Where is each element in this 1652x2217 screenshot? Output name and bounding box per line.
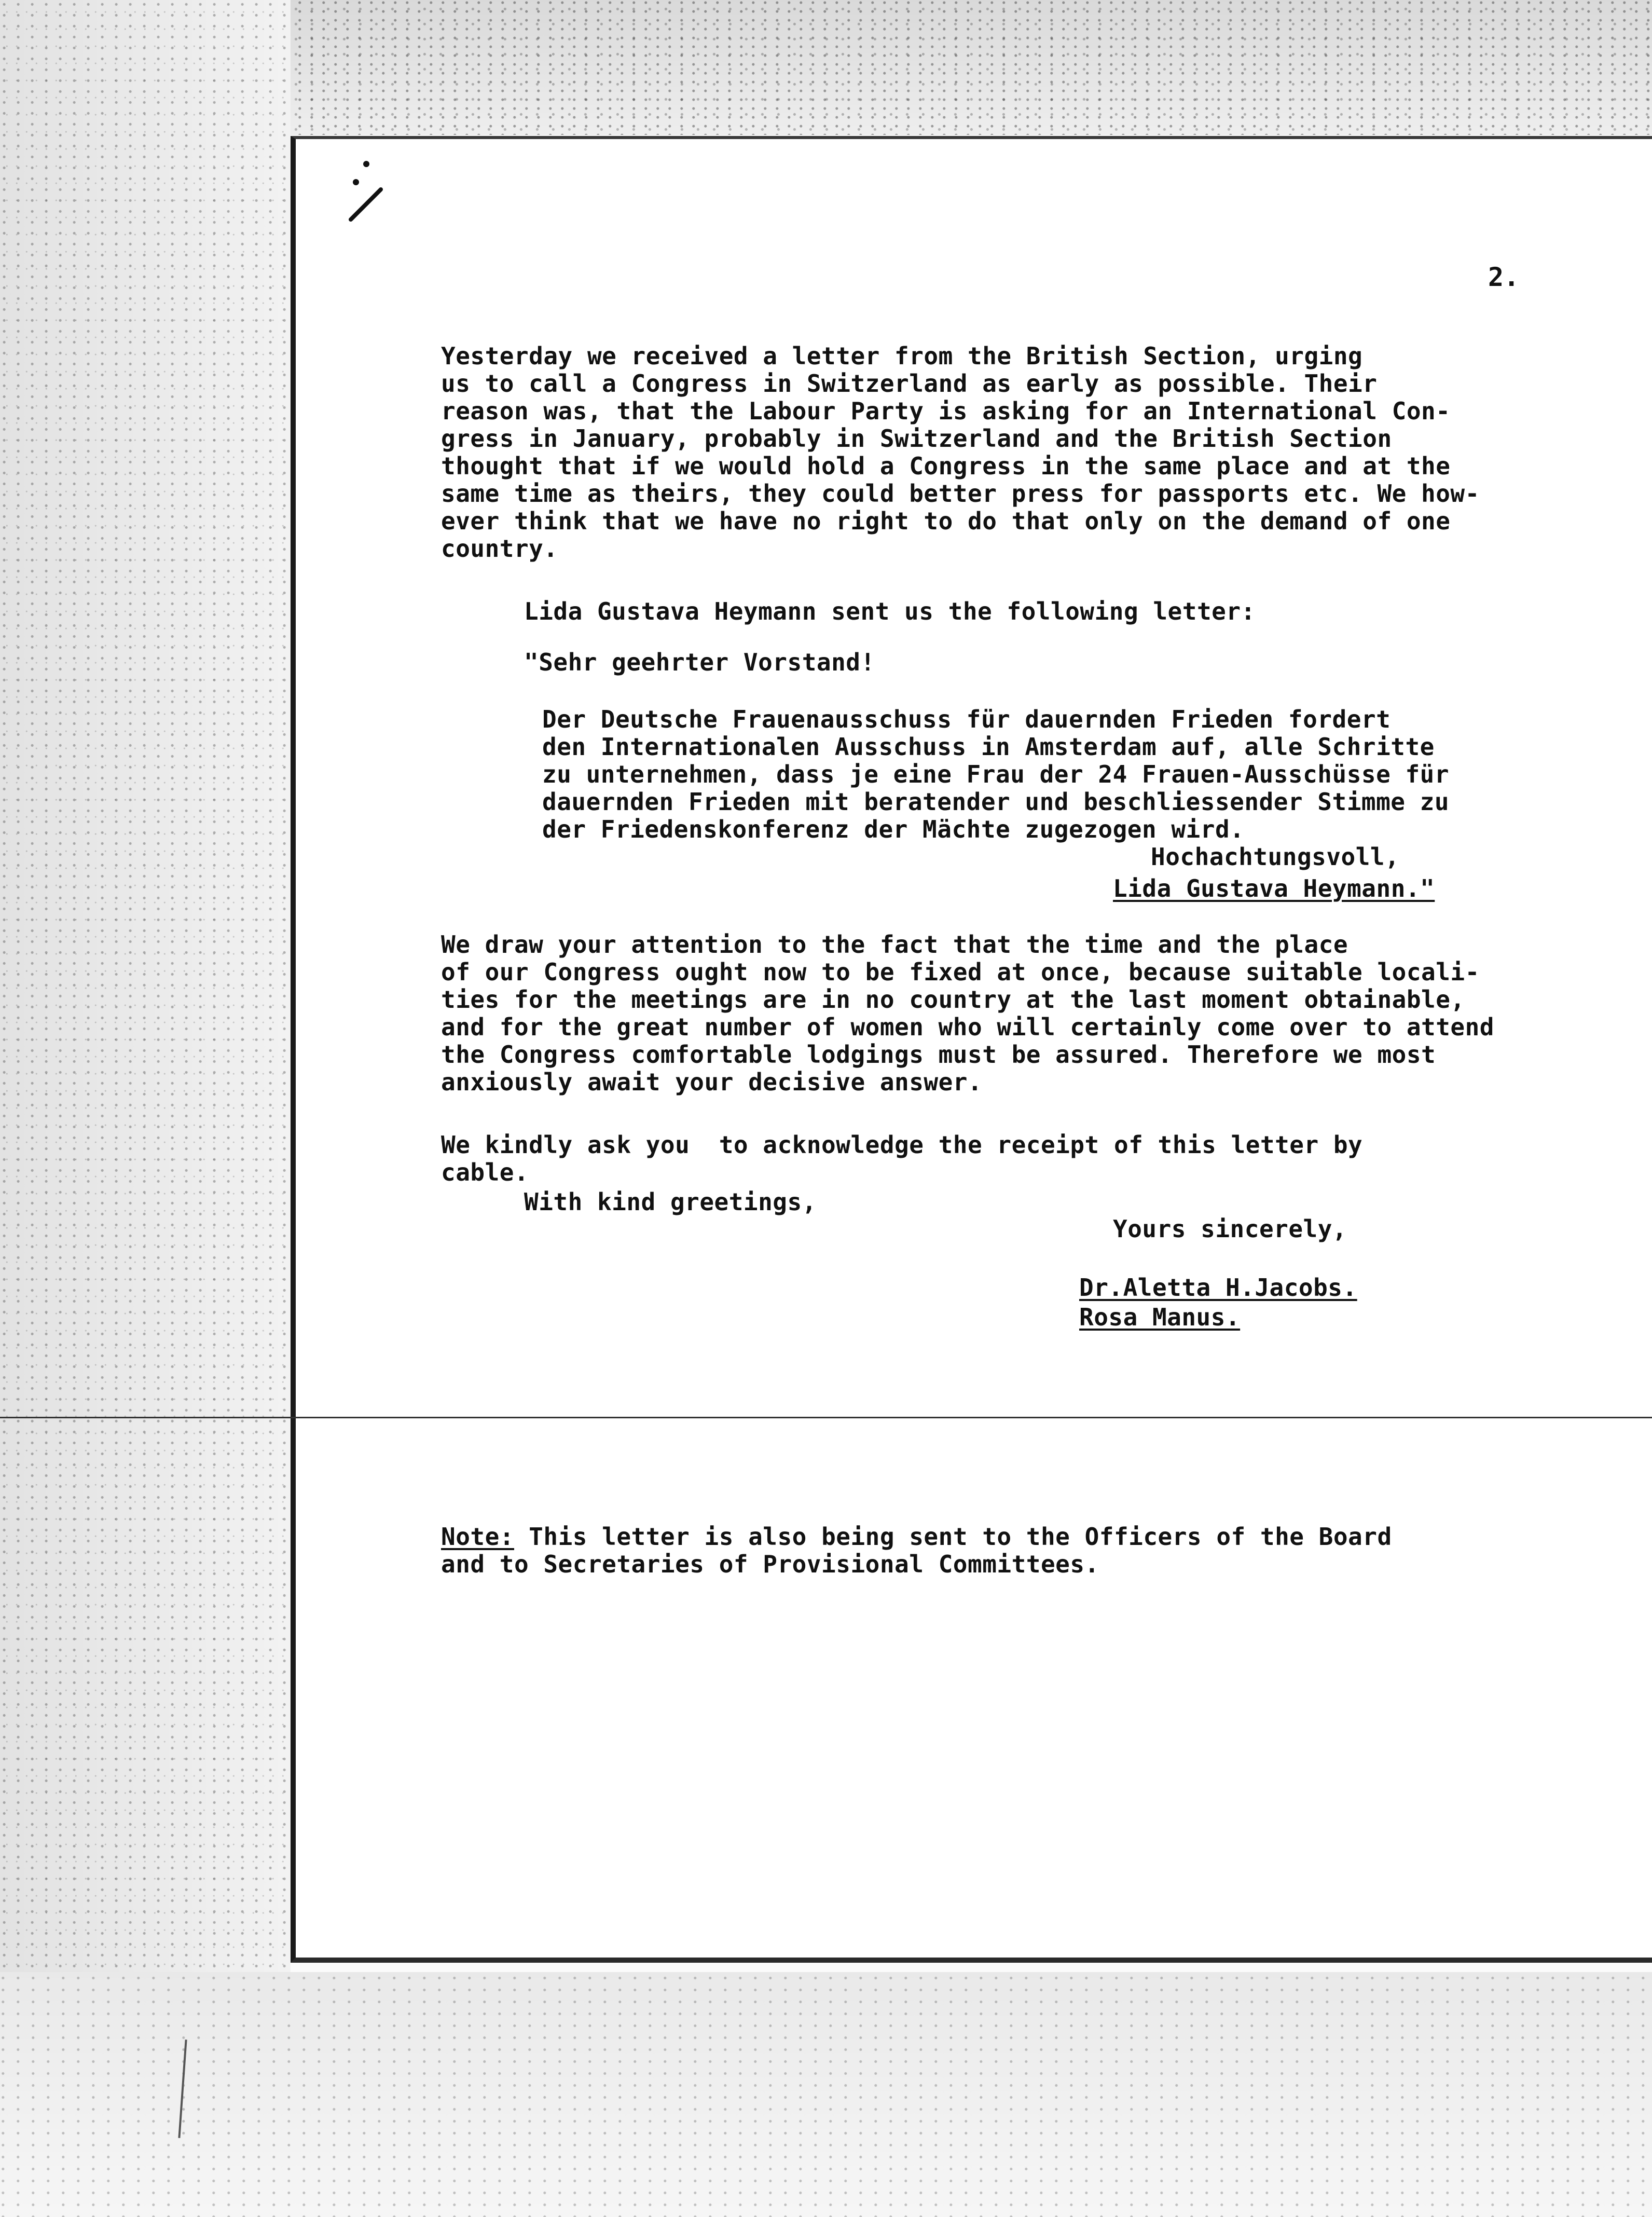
greeting: With kind greetings, — [524, 1188, 817, 1216]
paragraph-acknowledge: We kindly ask you to acknowledge the receipt of this letter by cable. — [441, 1131, 1363, 1186]
pen-dot — [353, 179, 359, 185]
note — [441, 1523, 1392, 1578]
quote-signature: Lida Gustava Heymann." — [1113, 874, 1435, 902]
pen-dot — [363, 161, 369, 167]
signature-manus: Rosa Manus. — [1079, 1303, 1241, 1331]
fold-line — [0, 1417, 1652, 1418]
page-number: 2. — [1488, 262, 1520, 292]
signature-jacobs: Dr.Aletta H.Jacobs. — [1079, 1274, 1357, 1302]
quote-body: Der Deutsche Frauenausschuss für dauernden Frieden fordert den Internationalen Ausschuss in Amsterdam auf, alle Schritte zu unternehmen, dass je eine Frau der 24 Frauen-Ausschüsse für dauernden Frieden mit beratender und beschliessender Stimme zu der Friedenskonferenz der Mächte zugezogen wird. — [542, 705, 1450, 843]
scan-border-bottom — [0, 1972, 1652, 2217]
quote-salutation: "Sehr geehrter Vorstand! — [524, 648, 875, 676]
paragraph-british-section: Yesterday we received a letter from the British Section, urging us to call a Congress in Switzerland as early as possible. Their reason was, that the Labour Party is asking for an International Con- gress in January, probably in Switzerland and the British Section thought that if we would hold a Congress in the same place and at the same time as theirs, they could better press for passports etc. We how- ever think that we have no right to do that only on the demand of one country. — [441, 342, 1480, 563]
valediction: Yours sincerely, — [1113, 1215, 1347, 1243]
note-label: Note: — [441, 1523, 514, 1551]
quote-closing: Hochachtungsvoll, — [1151, 843, 1400, 871]
note-text: This letter is also being sent to the Officers of the Board and to Secretaries of Provisional Committees. — [441, 1523, 1392, 1578]
intro-line: Lida Gustava Heymann sent us the following letter: — [524, 597, 1256, 625]
paragraph-congress-time: We draw your attention to the fact that the time and the place of our Congress ought now to be fixed at once, because suitable locali- ties for the meetings are in no country at the last moment obtainable, and for the great number of women who will certainly come over to attend the Congress comfortable lodgings must be assured. Therefore we most anxiously await your decisive answer. — [441, 930, 1494, 1096]
scan-border-left — [0, 0, 291, 2217]
